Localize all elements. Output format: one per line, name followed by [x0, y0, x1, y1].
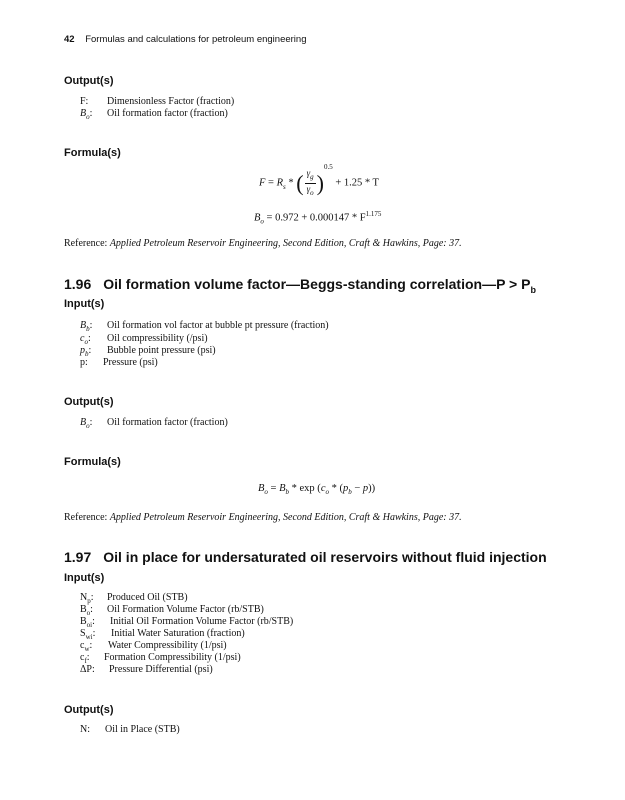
input-item: $B_b$: Oil formation vol factor at bubble pt pressure (fraction) — [80, 320, 329, 333]
reference-title: Applied Petroleum Reservoir Engineering, Second Edition, Craft & Hawkins, Page: 37. — [109, 238, 462, 249]
input-desc: Pressure (psi) — [103, 357, 158, 368]
formulas-heading: Formula(s) — [64, 456, 121, 468]
input-item: $c_f$: Formation Compressibility (1/psi) — [80, 652, 241, 665]
output-desc: Oil formation factor (fraction) — [107, 417, 228, 428]
output-desc: Oil formation factor (fraction) — [107, 108, 228, 119]
section-number: 1.96 — [64, 276, 92, 292]
formula-bo-beggs: $B_o = B_b * \exp (c_o * (p_b - p))$ — [258, 483, 376, 497]
input-item: p: Pressure (psi) — [80, 357, 158, 368]
input-item: $p_b$: Bubble point pressure (psi) — [80, 345, 216, 358]
running-title: Formulas and calculations for petroleum engineering — [85, 34, 307, 45]
input-desc: Initial Water Saturation (fraction) — [111, 628, 245, 639]
section-number: 1.97 — [64, 549, 92, 565]
reference-title: Applied Petroleum Reservoir Engineering, Second Edition, Craft & Hawkins, Page: 37. — [109, 512, 462, 523]
input-desc: Water Compressibility (1/psi) — [108, 640, 227, 651]
section-heading: 1.96 Oil formation volume factor—Beggs-standing correlation—P > $P_b$ — [64, 276, 536, 295]
output-desc: Dimensionless Factor (fraction) — [107, 96, 235, 107]
running-header — [64, 34, 306, 45]
input-desc: Oil compressibility (/psi) — [107, 333, 208, 344]
input-item: $c_o$: Oil compressibility (/psi) — [80, 333, 208, 346]
exponent: 0.5 — [323, 163, 333, 172]
section-title: Oil in place for undersaturated oil reservoirs without fluid injection — [103, 549, 547, 565]
input-desc: Formation Compressibility (1/psi) — [104, 652, 241, 663]
exponent: 1.175 — [365, 210, 382, 218]
input-item: $S_{wi}$: Initial Water Saturation (fraction) — [80, 628, 245, 641]
input-item: $B_{oi}$: Initial Oil Formation Volume Factor (rb/STB) — [80, 616, 294, 629]
input-item: ΔP: Pressure Differential (psi) — [80, 664, 213, 675]
formula-f: $F = R_s$ * ( $\frac{\gamma_g}{\gamma_o}$ )$^{0.5}$ + 1.25 * T — [259, 163, 379, 197]
input-desc: Produced Oil (STB) — [107, 592, 188, 603]
input-item: $B_o$: Oil Formation Volume Factor (rb/STB) — [80, 604, 264, 617]
input-desc: Oil Formation Volume Factor (rb/STB) — [107, 604, 264, 615]
output-item — [80, 108, 228, 121]
output-item: N: Oil in Place (STB) — [80, 724, 180, 735]
input-desc: Initial Oil Formation Volume Factor (rb/STB) — [110, 616, 294, 627]
output-symbol: $B_o$: — [80, 108, 93, 121]
input-item: $N_p$: Produced Oil (STB) — [80, 592, 188, 605]
input-desc: Pressure Differential (psi) — [109, 664, 213, 675]
output-desc: Oil in Place (STB) — [105, 724, 180, 735]
section-heading — [64, 549, 547, 565]
input-desc: Bubble point pressure (psi) — [107, 345, 216, 356]
formula-f-tail: + 1.25 * T — [335, 177, 379, 189]
reference: Reference: Applied Petroleum Reservoir Engineering, Second Edition, Craft & Hawkins, Page: 37. — [64, 512, 462, 523]
output-item: $B_o$: Oil formation factor (fraction) — [80, 417, 228, 430]
section-title: Oil formation volume factor—Beggs-standing correlation—P > P — [103, 276, 531, 292]
formula-bo: $B_o = 0.972 + 0.000147 * F^{1.175}$ — [254, 210, 382, 226]
reference: Reference: Applied Petroleum Reservoir Engineering, Second Edition, Craft & Hawkins, Page: 37. — [64, 238, 462, 249]
outputs-heading: Output(s) — [64, 704, 114, 716]
formulas-heading: Formula(s) — [64, 147, 121, 159]
page-number: 42 — [64, 34, 75, 45]
input-desc: Oil formation vol factor at bubble pt pressure (fraction) — [107, 320, 329, 331]
inputs-heading: Input(s) — [64, 298, 105, 310]
inputs-heading: Input(s) — [64, 572, 105, 584]
outputs-heading: Output(s) — [64, 396, 114, 408]
input-item: $c_w$: Water Compressibility (1/psi) — [80, 640, 227, 653]
output-item — [80, 96, 234, 107]
output-symbol: F: — [80, 96, 89, 107]
outputs-heading: Output(s) — [64, 75, 114, 87]
